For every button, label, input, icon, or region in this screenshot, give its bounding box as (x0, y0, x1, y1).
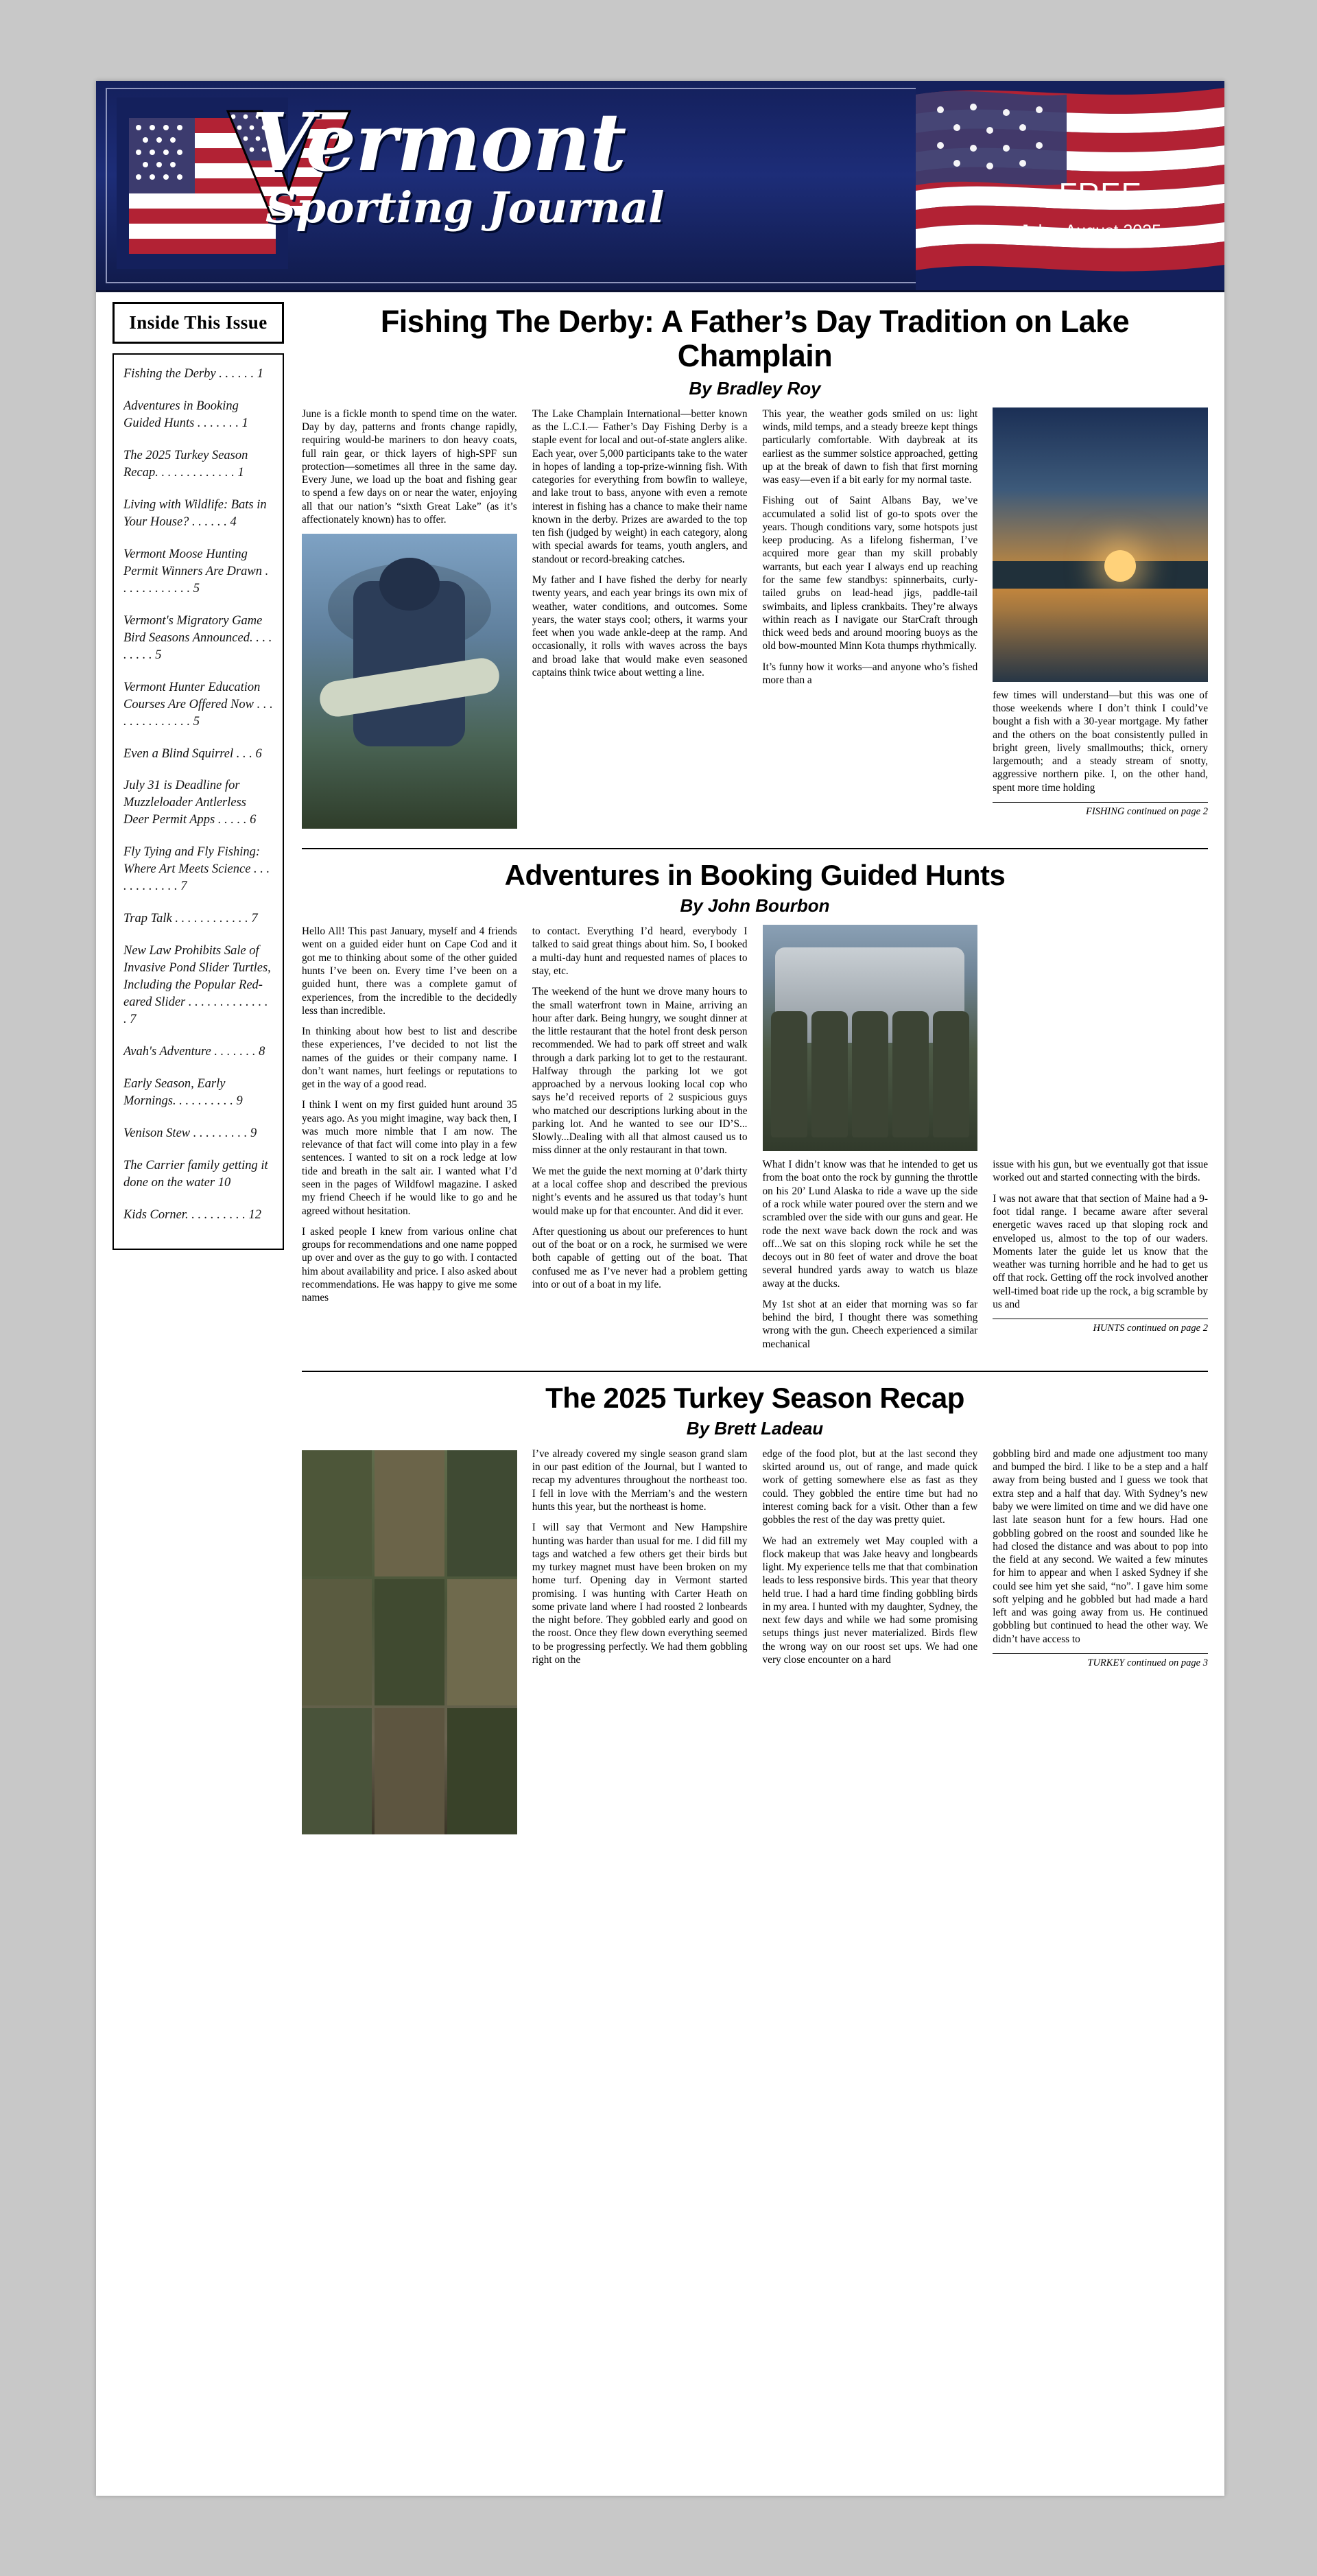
column-3 (763, 407, 978, 836)
publication-subtitle: Sporting Journal (265, 182, 665, 233)
column-1 (302, 925, 517, 1358)
toc-item-5[interactable]: Vermont's Migratory Game Bird Seasons Announced. . . . . . . . . 5 (123, 613, 272, 662)
toc-item-4[interactable]: Vermont Moose Hunting Permit Winners Are Drawn . . . . . . . . . . . . 5 (123, 547, 269, 595)
paragraph: Hello All! This past January, myself and 4 friends went on a guided eider hunt on Cape Cod and it got me to thinking about some of the other guided hunts I’ve been on. Every time I’ve been on a guided hunt, there was a complete gamut of experiences, from the incredible to the decidedly less than incredible. (302, 925, 517, 1017)
toc-item-11[interactable]: New Law Prohibits Sale of Invasive Pond Slider Turtles, Including the Popular Red-eared Slider . . . . . . . . . . . . . . 7 (123, 944, 271, 1027)
paragraph: I’ve already covered my single season grand slam in our past edition of the Journal, but I wanted to recap my adventures throughout the northeast too. I fell in love with the Merriam’s and the western hunts this year, but the northeast is home. (532, 1447, 748, 1513)
page-title: Fishing The Derby: A Father’s Day Tradition on Lake Champlain (380, 304, 1130, 374)
main-content (302, 305, 1208, 1841)
toc-item-15[interactable]: The Carrier family getting it done on the water 10 (123, 1158, 268, 1190)
section-divider-2 (302, 1371, 1208, 1372)
paragraph: My 1st shot at an eider that morning was so far behind the bird, I thought there was something wrong with the gun. Cheech experienced a similar mechanical (762, 1298, 978, 1350)
toc-item-7[interactable]: Even a Blind Squirrel . . . 6 (123, 746, 262, 761)
article-body-hunts (302, 925, 1208, 1358)
photo-lake-sunset (993, 407, 1208, 682)
paragraph: issue with his gun, but we eventually got that issue worked out and started connecting with the birds. (993, 1159, 1208, 1184)
photo-turkey-collage (302, 1450, 517, 1834)
paragraph: We had an extremely wet May coupled with a flock makeup that was Jake heavy and longbeards light. My experience tells me that that combination leads to less responsive birds. This year that theory held true. I had a hard time finding gobbling birds in my area. I hunted with my daughter, Sydney, the next few days and while we had some promising setups things just never materialized. Birds flew the wrong way on our roost set ups. We had one very close encounter on a hard (762, 1535, 978, 1666)
paragraph: The Lake Champlain International—better known as the L.C.I.— Father’s Day Fishing Derby is a staple event for local and out-of-state anglers alike. Each year, over 5,000 participants take to the water in hopes of landing a top-prize-winning fish. With categories for everything from bowfin to walleye, and lake trout to bass, anyone with even a remote interest in fishing has a chance to make their name known in the derby. Prizes are awarded to the top ten fish (judged by weight) in each category, along with special awards for teams, youth anglers, and standout or record-breaking catches. (532, 407, 748, 565)
column-2 (532, 1447, 748, 1841)
byline-hunts: By John Bourbon (680, 895, 830, 917)
toc-item-10[interactable]: Trap Talk . . . . . . . . . . . . 7 (123, 912, 258, 926)
paragraph: In thinking about how best to list and describe these experiences, I’ve decided to not list the names of the guides or their company name. I don’t want names, hurt feelings or reputations to get in the way of a good read. (302, 1026, 517, 1091)
paragraph: We met the guide the next morning at 0’dark thirty at a local coffee shop and described the previous night’s events and he assured us that today’s hunt would make up for that encounter. And did it ever. (532, 1165, 748, 1217)
paper-sheet (96, 81, 1224, 2496)
table-of-contents (112, 353, 284, 1250)
paragraph: What I didn’t know was that he intended to get us from the boat onto the rock by gunning the throttle on his 20’ Lund Alaska to ride a wave up the side of a rock while water poured over the stern and we scrambled over the side with our guns and gear. He rode the next wave back down the rock and was off...We sat on this sloping rock while he set the decoys out in 80 feet of water and drove the boat several hundred yards away to watch us blaze away at the ducks. (762, 1159, 978, 1290)
paragraph: I asked people I knew from various online chat groups for recommendations and one name popped up over and over as the guy to go with. I contacted him about availability and price. I also asked about recommendations. He was happy to give me some names (302, 1225, 517, 1304)
free-label: FREE (1058, 177, 1142, 211)
column-3 (763, 1447, 978, 1841)
paragraph: I was not aware that that section of Maine had a 9-foot tidal range. I became aware after several energetic waves raced up that sloping rock and enveloped us, almost to the top of our waders. Moments later the guide let us know that the weather was turning horrible and he had to get us off that rock. Getting off the rock involved another well-timed boat ride up the rock, a big scramble by us and (993, 1192, 1208, 1310)
paragraph: After questioning us about our preferences to hunt out of the boat or on a rock, he surmised we were both capable of getting out of the boat. That confused me as I’ve never had a problem getting into or out of a boat in my life. (532, 1225, 748, 1290)
paragraph: My father and I have fished the derby for nearly twenty years, and each year brings its own mix of weather, water conditions, and outcomes. Some years, the water stays cool; others, it warms your feet when you wade ankle-deep at the ramp. And occasionally, it rolls with waves across the bays and broad lake that would make even seasoned captains think twice about wetting a line. (532, 574, 748, 678)
headline-turkey: The 2025 Turkey Season Recap (545, 1381, 964, 1414)
paragraph: Fishing out of Saint Albans Bay, we’ve accumulated a solid list of go-to spots over the years. Though conditions vary, some hotspots just keep producing. As a lifelong fisherman, I’ve acquired more gear than my skill probably warrants, but each year I always end up reaching for the same few standbys: spinnerbaits, curly-tailed grubs on lead-head jigs, paddle-tail swimbaits, and lipless crankbaits. They’re always within reach as I navigate our StarCraft through thick weed beds and around mooring buoys as the old bow-mounted Minn Kota thumps rhythmically. (762, 495, 978, 652)
toc-item-2[interactable]: The 2025 Turkey Season Recap. . . . . . . . . . . . . 1 (123, 448, 248, 480)
continued-line-fishing: FISHING continued on page 2 (993, 802, 1208, 818)
column-4 (993, 1447, 1208, 1841)
issue-date: July - August 2025 (1020, 222, 1161, 241)
toc-item-1[interactable]: Adventures in Booking Guided Hunts . . . . . . . 1 (123, 399, 248, 430)
toc-item-12[interactable]: Avah's Adventure . . . . . . . 8 (123, 1045, 265, 1059)
article-body-fishing (302, 407, 1208, 836)
photo-angler-with-pike (302, 534, 517, 829)
article-fishing-derby (302, 305, 1208, 836)
paragraph: This year, the weather gods smiled on us: light winds, mild temps, and a steady breeze kept things particularly comfortable. With daybreak at its earliest as the summer solstice approached, getting up at the break of dawn to fish that first morning was easy—even if a bit early for my normal taste. (762, 407, 978, 486)
paragraph: edge of the food plot, but at the last second they skirted around us, out of range, and made quick work of getting somewhere else as fast as they could. They gobbled the entire time but had no interest coming back for a visit. Other than a few gobbles the rest of the day was pretty quiet. (762, 1447, 978, 1526)
masthead-titles (216, 96, 833, 233)
paragraph: It’s funny how it works—and anyone who’s fished more than a (762, 661, 978, 686)
toc-item-14[interactable]: Venison Stew . . . . . . . . . 9 (123, 1126, 257, 1140)
paragraph: to contact. Everything I’d heard, everybody I talked to said great things about him. So, I booked a multi-day hunt and requested names of places to stay, etc. (532, 925, 748, 977)
toc-item-16[interactable]: Kids Corner. . . . . . . . . . 12 (123, 1207, 261, 1222)
sidebar (112, 302, 284, 1250)
toc-item-9[interactable]: Fly Tying and Fly Fishing: Where Art Meets Science . . . . . . . . . . . . 7 (123, 845, 270, 894)
column-3 (763, 925, 978, 1358)
toc-item-0[interactable]: Fishing the Derby . . . . . . 1 (123, 367, 263, 381)
toc-item-6[interactable]: Vermont Hunter Education Courses Are Offered Now . . . . . . . . . . . . . . 5 (123, 680, 273, 729)
paragraph: June is a fickle month to spend time on the water. Day by day, patterns and fronts change rapidly, requiring would-be mariners to don heavy coats, full rain gear, or thick layers of high-SPF sun protection—sometimes all three in the same day. Every June, we load up the boat and fishing gear to spend a few days on or near the water, enjoying all that our nation’s “sixth Great Lake” (as it’s affectionately known) has to offer. (302, 407, 517, 525)
continued-line-hunts: HUNTS continued on page 2 (993, 1319, 1208, 1334)
column-2 (532, 925, 748, 1358)
toc-item-3[interactable]: Living with Wildlife: Bats in Your House? . . . . . . 4 (123, 497, 267, 529)
paragraph: gobbling bird and made one adjustment too many and bumped the bird. I like to be a step and a half away from being busted and I guess we took that extra step and a half that day. With Sydney’s new baby we were limited on time and we did have one last late season hunt for a few hours. Had one gobbling gobred on the roost and sounded like he had closed the distance and was about to pop into the field at any second. We waited a few minutes for him to appear and when I asked Sydney if she could see him yet she said, “no”. I gave him some soft yelping and he gobbled but had made a hard left and was going away from us. He continued gobbling but continued to head the other way. We didn’t have access to (993, 1447, 1208, 1645)
article-body-turkey (302, 1447, 1208, 1841)
column-4 (993, 407, 1208, 836)
column-1 (302, 1447, 517, 1841)
page-body (96, 292, 1224, 1860)
byline-turkey: By Brett Ladeau (686, 1417, 824, 1439)
byline-fishing: By Bradley Roy (689, 377, 821, 399)
masthead (96, 81, 1224, 292)
article-guided-hunts (302, 859, 1208, 1358)
inside-this-issue-box (112, 302, 284, 344)
paragraph: The weekend of the hunt we drove many hours to the small waterfront town in Maine, arriving an hour after dark. Being hungry, we sought dinner at the little restaurant that the hotel front desk person recommended. We had to park off street and walk through a dark parking lot to get to the restaurant. Halfway through the parking lot we got approached by a nervous looking local cop who says he’d received reports of 2 suspicious guys who matched our descriptions lurking about in the parking lot. And he wanted to see our ID’S... Slowly...Dealing with all that almost caused us to miss dinner at the only restaurant in that town. (532, 986, 748, 1157)
section-divider (302, 848, 1208, 849)
sidebar-heading: Inside This Issue (129, 312, 268, 333)
column-4 (993, 925, 1208, 1358)
photo-hunting-party (763, 925, 978, 1151)
toc-item-13[interactable]: Early Season, Early Mornings. . . . . . . . . . 9 (123, 1077, 243, 1109)
publication-title: Vermont (252, 96, 626, 189)
headline-hunts: Adventures in Booking Guided Hunts (504, 859, 1006, 892)
article-turkey-recap (302, 1382, 1208, 1841)
continued-line-turkey: TURKEY continued on page 3 (993, 1653, 1208, 1669)
paragraph: I will say that Vermont and New Hampshire hunting was harder than usual for me. I did fill my tags and watched a few others get their birds but my turkey magnet must have been broken on my home turf. Opening day in Vermont started promising. I was hunting with Carter Heath on some private land where I had roosted 2 lonbeards the night before. They gobbled early and good on the roost. Once they flew down everything seemed to be progressing perfectly. We had them gobbling right on the (532, 1522, 748, 1666)
column-2 (532, 407, 748, 836)
paragraph: few times will understand—but this was one of those weekends where I don’t think I could’ve bought a fish with a 30-year mortgage. My father and the others on the boat consistently pulled in bright green, lively smallmouths; thick, ornery largemouth; and a steady stream of snotty, aggressive northern pike. I, on the other hand, spent more time holding (993, 689, 1208, 794)
paragraph: I think I went on my first guided hunt around 35 years ago. As you might imagine, way back then, I was much more nimble that I am now. The relevance of that fact will come into play in a few sentences. I wanted to sit on a rock ledge at low tide and breath in the salt air. I wanted what I’d seen in the pages of Wildfowl magazine. I asked my friend Cheech if he would like to go and he agreed without hesitation. (302, 1099, 517, 1217)
toc-item-8[interactable]: July 31 is Deadline for Muzzleloader Antlerless Deer Permit Apps . . . . . 6 (123, 779, 257, 827)
column-1 (302, 407, 517, 836)
